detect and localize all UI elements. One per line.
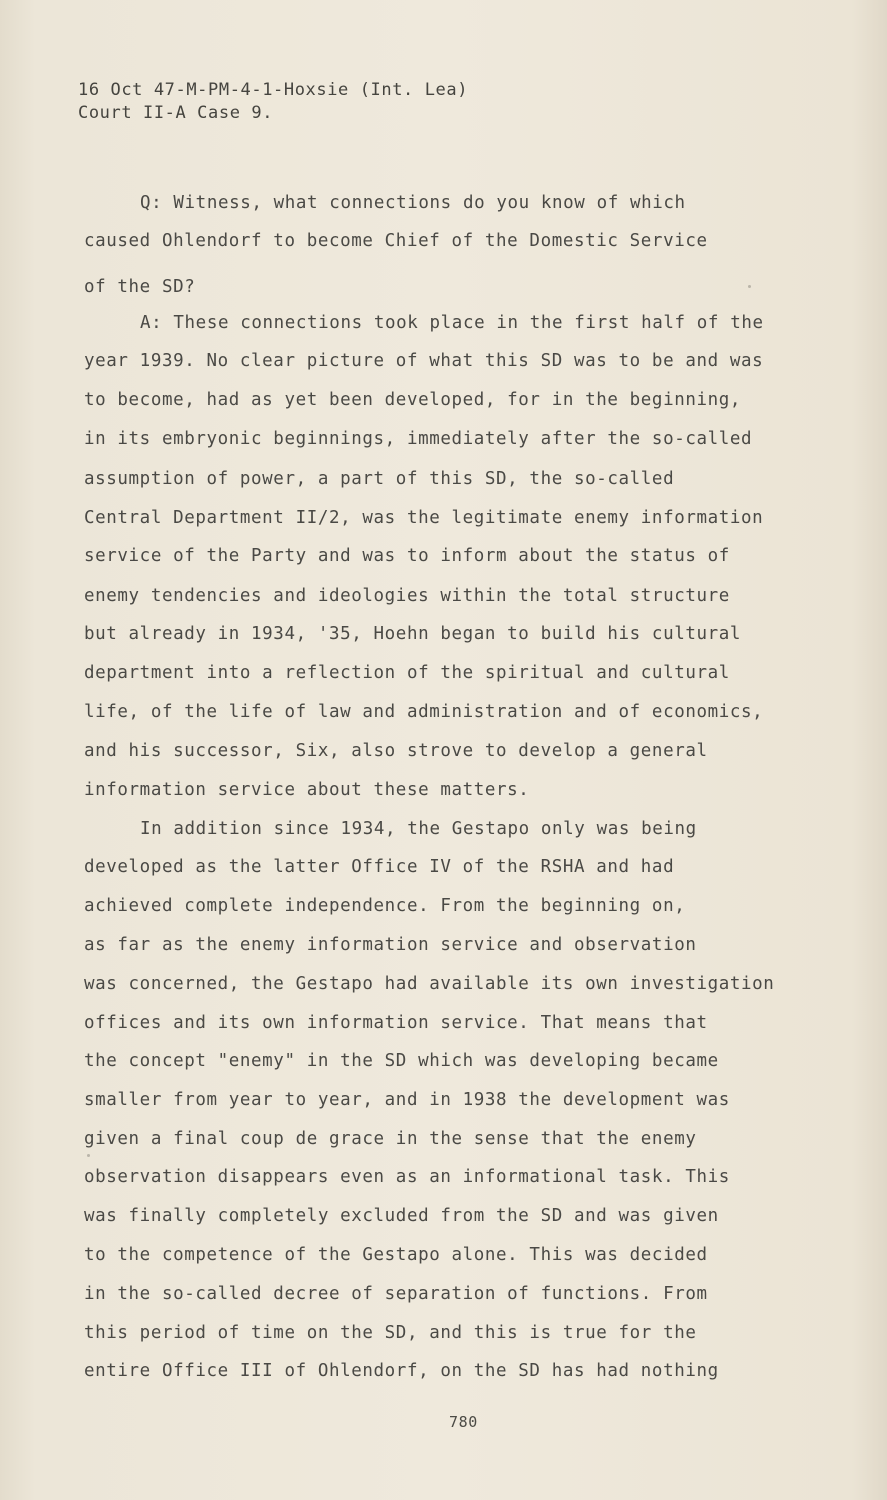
body-line: offices and its own information service. That means that xyxy=(84,1013,708,1033)
body-line: was finally completely excluded from the SD and was given xyxy=(84,1206,719,1226)
body-line: caused Ohlendorf to become Chief of the Domestic Service xyxy=(84,231,708,251)
body-line: in its embryonic beginnings, immediately after the so-called xyxy=(84,429,753,449)
body-line: Q: Witness, what connections do you know of which xyxy=(140,193,686,213)
body-line: information service about these matters. xyxy=(84,780,530,800)
header-line-2: Court II-A Case 9. xyxy=(78,103,274,123)
body-line: In addition since 1934, the Gestapo only was being xyxy=(140,819,697,839)
body-line: in the so-called decree of separation of functions. From xyxy=(84,1284,708,1304)
body-line: life, of the life of law and administration and of economics, xyxy=(84,702,764,722)
body-line: enemy tendencies and ideologies within the total structure xyxy=(84,586,730,606)
body-line: to the competence of the Gestapo alone. This was decided xyxy=(84,1245,708,1265)
body-line: entire Office III of Ohlendorf, on the SD has had nothing xyxy=(84,1361,719,1381)
body-line: developed as the latter Office IV of the RSHA and had xyxy=(84,857,675,877)
body-line: assumption of power, a part of this SD, the so-called xyxy=(84,469,675,489)
body-line: to become, had as yet been developed, for in the beginning, xyxy=(84,390,742,410)
body-line: the concept "enemy" in the SD which was developing became xyxy=(84,1051,719,1071)
body-line: achieved complete independence. From the beginning on, xyxy=(84,896,686,916)
page-number: 780 xyxy=(449,1413,478,1431)
header-line-1: 16 Oct 47-M-PM-4-1-Hoxsie (Int. Lea) xyxy=(78,80,469,100)
body-line: Central Department II/2, was the legitimate enemy information xyxy=(84,508,764,528)
body-line: observation disappears even as an informational task. This xyxy=(84,1167,730,1187)
body-line: was concerned, the Gestapo had available its own investigation xyxy=(84,974,775,994)
body-line: smaller from year to year, and in 1938 the development was xyxy=(84,1090,730,1110)
body-line: department into a reflection of the spiritual and cultural xyxy=(84,663,730,683)
body-line: and his successor, Six, also strove to develop a general xyxy=(84,741,708,761)
paper-speck xyxy=(87,1154,90,1157)
body-line: year 1939. No clear picture of what this SD was to be and was xyxy=(84,351,764,371)
body-line: service of the Party and was to inform about the status of xyxy=(84,546,730,566)
paper-speck xyxy=(748,285,751,288)
body-line: of the SD? xyxy=(84,277,196,297)
body-line: this period of time on the SD, and this is true for the xyxy=(84,1323,697,1343)
body-line: A: These connections took place in the first half of the xyxy=(140,313,764,333)
body-line: as far as the enemy information service and observation xyxy=(84,935,697,955)
body-line: given a final coup de grace in the sense that the enemy xyxy=(84,1129,697,1149)
body-line: but already in 1934, '35, Hoehn began to build his cultural xyxy=(84,624,742,644)
